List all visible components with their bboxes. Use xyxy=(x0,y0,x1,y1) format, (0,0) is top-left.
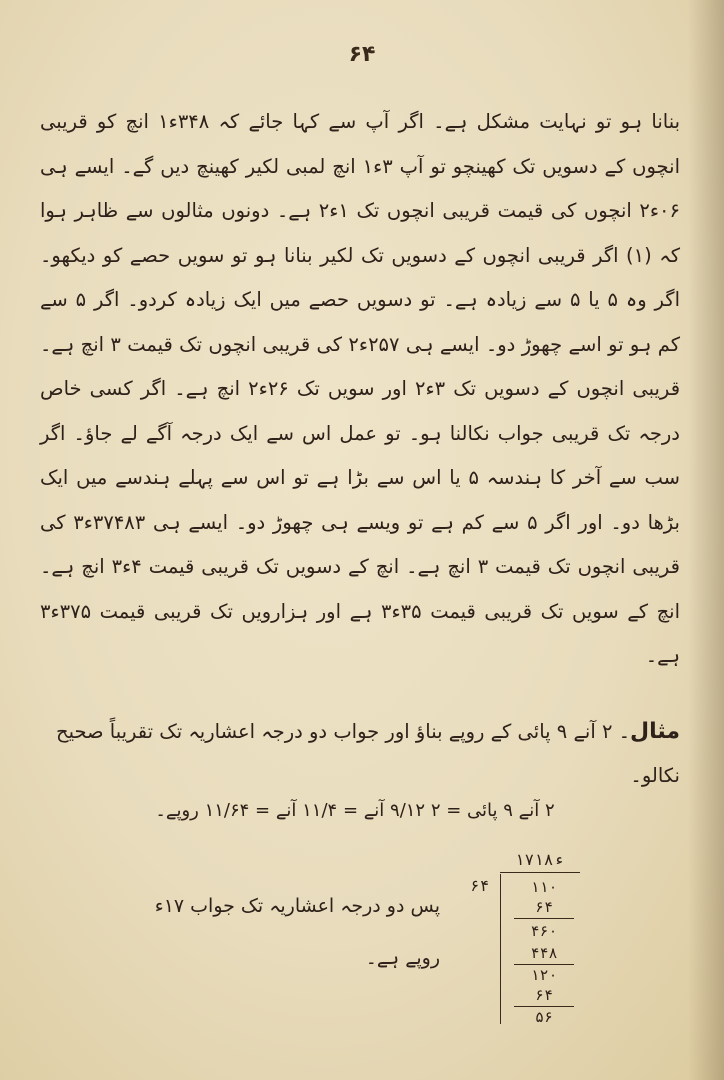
division-bracket xyxy=(500,874,501,1024)
division-divisor: ۶۴ xyxy=(470,876,490,895)
conclusion-line: روپے ہے۔ xyxy=(365,947,440,969)
division-top-line xyxy=(500,872,580,873)
example-text: ۔ ۲ آنے ۹ پائی کے روپے بناؤ اور جواب دو درجہ اعشاریہ تک تقریباً صحیح نکالو۔ xyxy=(55,720,680,787)
division-step: ۱۱۰ xyxy=(530,878,558,896)
division-quotient: ۱۷۱۸ء xyxy=(514,850,564,869)
division-step: ۵۶ xyxy=(534,1008,554,1026)
example-equation: ۲ آنے ۹ پائی = ۲ ۹/۱۲ آنے = ۱۱/۴ آنے = ۱۱/۶۴ روپے۔ xyxy=(155,800,555,821)
example-statement xyxy=(40,710,680,798)
page-number: ۶۴ xyxy=(348,42,376,67)
long-division xyxy=(470,850,590,1030)
example-block xyxy=(40,710,680,798)
division-step: ۱۲۰ xyxy=(530,966,558,984)
division-step: ۴۶۰ xyxy=(530,922,558,940)
conclusion-line: پس دو درجہ اعشاریہ تک جواب ۱۷ء xyxy=(154,895,440,917)
division-rule xyxy=(514,918,574,919)
division-step: ۶۴ xyxy=(534,898,554,916)
page-edge-shadow xyxy=(688,0,724,1080)
division-rule xyxy=(514,1006,574,1007)
division-step: ۶۴ xyxy=(534,986,554,1004)
conclusion xyxy=(40,880,440,984)
example-label: مثال xyxy=(630,719,680,744)
division-rule xyxy=(514,964,574,965)
division-step: ۴۴۸ xyxy=(530,944,558,962)
body-paragraph: بنانا ہو تو نہایت مشکل ہے۔ اگر آپ سے کہا جائے کہ ۳۴۸ء۱ انچ کو قریبی انچوں کے دسویں تک کھینچو تو آپ ۳ء۱ انچ لمبی لکیر کھینچ دیں گے۔ ایسے ہی ۰۶ء۲ انچوں کی قیمت قریبی انچوں تک ۱ء۲ ہے۔ دونوں مثالوں سے ظاہر ہوا کہ (۱) اگر قریبی انچوں کے دسویں تک لکیر بنانا ہو تو سویں حصے کو دیکھو۔ اگر وہ ۵ یا ۵ سے زیادہ ہے۔ تو دسویں حصے میں ایک زیادہ کردو۔ اگر ۵ سے کم ہو تو اسے چھوڑ دو۔ ایسے ہی ۲۵۷ء۲ کی قریبی انچوں تک قیمت ۳ انچ ہے۔ قریبی انچوں کے دسویں تک ۳ء۲ اور سویں تک ۲۶ء۲ انچ ہے۔ اگر کسی خاص درجہ تک قریبی جواب نکالنا ہو۔ تو عمل اس سے ایک درجہ آگے لے جاؤ۔ اگر سب سے آخر کا ہندسہ ۵ یا اس سے بڑا ہے تو اس سے پہلے ہندسے میں ایک بڑھا دو۔ اور اگر ۵ سے کم ہے تو ویسے ہی چھوڑ دو۔ ایسے ہی ۳۷۴۸۳ء۳ کی قریبی انچوں تک قیمت ۳ انچ ہے۔ انچ کے دسویں تک قریبی قیمت ۴ء۳ انچ ہے۔ انچ کے سویں تک قریبی قیمت ۳۵ء۳ ہے اور ہزارویں تک قریبی قیمت ۳۷۵ء۳ ہے۔ xyxy=(40,110,681,667)
body-text xyxy=(40,100,680,679)
